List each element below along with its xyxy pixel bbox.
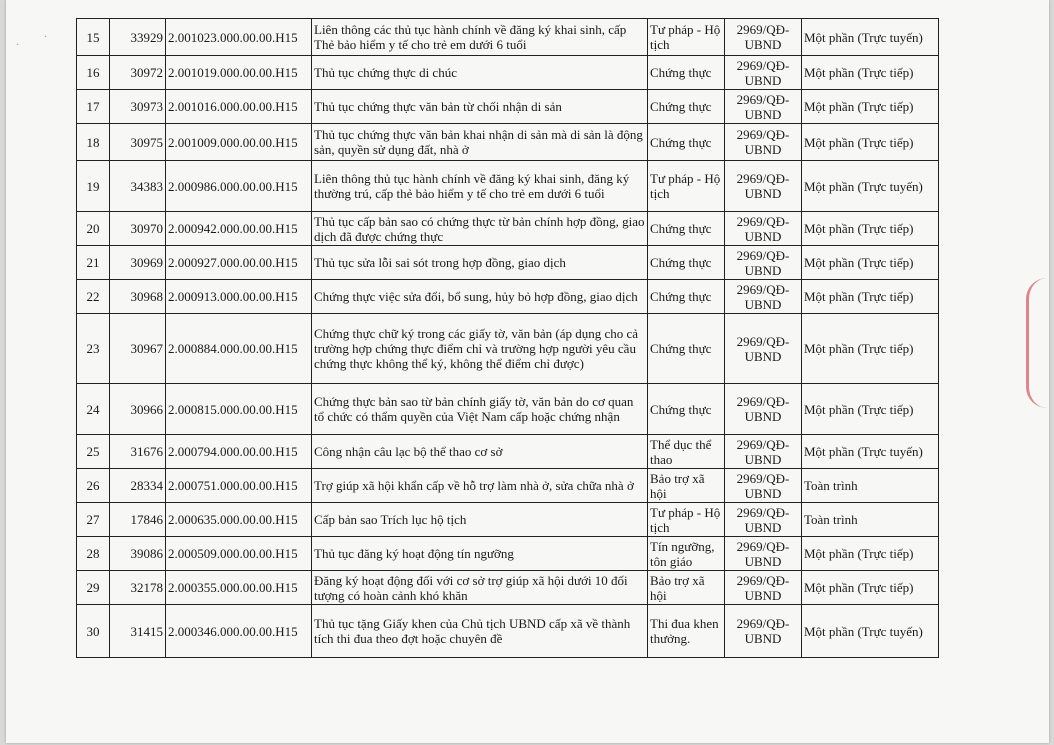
procedure-name: Liên thông các thủ tục hành chính về đăng ký khai sinh, cấp Thẻ bảo hiểm y tế cho trẻ em dưới 6 tuổi: [312, 19, 648, 56]
procedure-name: Chứng thực chữ ký trong các giấy tờ, văn bản (áp dụng cho cả trường hợp chứng thực điểm chỉ và trường hợp người yêu cầu chứng thực không thể ký, không thể điểm chỉ được): [312, 314, 648, 384]
procedure-name: Đăng ký hoạt động đối với cơ sở trợ giúp xã hội dưới 10 đối tượng có hoàn cảnh khó khăn: [312, 571, 648, 605]
procedure-code: 2.000355.000.00.00.H15: [166, 571, 312, 605]
procedure-code: 2.001019.000.00.00.H15: [166, 56, 312, 90]
service-level: Một phần (Trực tiếp): [802, 246, 939, 280]
procedure-id: 30968: [110, 280, 166, 314]
decision-number: 2969/QĐ-UBND: [725, 571, 802, 605]
service-level: Toàn trình: [802, 503, 939, 537]
row-number: 21: [77, 246, 110, 280]
service-level: Toàn trình: [802, 469, 939, 503]
table-row: [77, 537, 939, 571]
procedure-field: Chứng thực: [648, 56, 725, 90]
scan-speck: ·: [44, 32, 48, 43]
service-level: Một phần (Trực tiếp): [802, 571, 939, 605]
procedure-field: Tư pháp - Hộ tịch: [648, 503, 725, 537]
procedure-field: Chứng thực: [648, 314, 725, 384]
decision-number: 2969/QĐ-UBND: [725, 435, 802, 469]
service-level: Một phần (Trực tiếp): [802, 90, 939, 124]
decision-number: 2969/QĐ-UBND: [725, 212, 802, 246]
procedure-name: Thủ tục chứng thực văn bản từ chối nhận di sản: [312, 90, 648, 124]
procedure-id: 30967: [110, 314, 166, 384]
row-number: 28: [77, 537, 110, 571]
row-number: 26: [77, 469, 110, 503]
service-level: Một phần (Trực tuyến): [802, 435, 939, 469]
row-number: 24: [77, 384, 110, 435]
table-row: [77, 90, 939, 124]
service-level: Một phần (Trực tiếp): [802, 212, 939, 246]
table-row: [77, 469, 939, 503]
procedure-name: Trợ giúp xã hội khẩn cấp về hỗ trợ làm nhà ở, sửa chữa nhà ở: [312, 469, 648, 503]
procedure-code: 2.001009.000.00.00.H15: [166, 124, 312, 161]
procedure-name: Thủ tục đăng ký hoạt động tín ngưỡng: [312, 537, 648, 571]
procedure-code: 2.000794.000.00.00.H15: [166, 435, 312, 469]
procedure-id: 34383: [110, 161, 166, 212]
decision-number: 2969/QĐ-UBND: [725, 537, 802, 571]
procedure-field: Chứng thực: [648, 280, 725, 314]
procedure-code: 2.001023.000.00.00.H15: [166, 19, 312, 56]
procedure-id: 39086: [110, 537, 166, 571]
row-number: 23: [77, 314, 110, 384]
service-level: Một phần (Trực tuyến): [802, 19, 939, 56]
scan-speck: ·: [16, 40, 20, 51]
procedure-field: Chứng thực: [648, 384, 725, 435]
row-number: 29: [77, 571, 110, 605]
procedure-code: 2.000346.000.00.00.H15: [166, 605, 312, 658]
procedure-code: 2.000884.000.00.00.H15: [166, 314, 312, 384]
procedure-field: Tín ngưỡng, tôn giáo: [648, 537, 725, 571]
decision-number: 2969/QĐ-UBND: [725, 503, 802, 537]
table-row: [77, 571, 939, 605]
service-level: Một phần (Trực tuyến): [802, 605, 939, 658]
procedure-name: Thủ tục chứng thực văn bản khai nhận di sản mà di sản là động sản, quyền sử dụng đất, nhà ở: [312, 124, 648, 161]
procedure-name: Cấp bản sao Trích lục hộ tịch: [312, 503, 648, 537]
decision-number: 2969/QĐ-UBND: [725, 19, 802, 56]
table-row: [77, 435, 939, 469]
procedure-field: Bảo trợ xã hội: [648, 469, 725, 503]
row-number: 15: [77, 19, 110, 56]
procedure-name: Chứng thực việc sửa đổi, bổ sung, hủy bỏ hợp đồng, giao dịch: [312, 280, 648, 314]
procedure-code: 2.000815.000.00.00.H15: [166, 384, 312, 435]
procedure-field: Tư pháp - Hộ tịch: [648, 19, 725, 56]
procedure-field: Chứng thực: [648, 246, 725, 280]
procedure-name: Liên thông thủ tục hành chính về đăng ký khai sinh, đăng ký thường trú, cấp thẻ bảo hiểm y tế cho trẻ em dưới 6 tuổi: [312, 161, 648, 212]
procedure-code: 2.000986.000.00.00.H15: [166, 161, 312, 212]
procedure-name: Thủ tục sửa lỗi sai sót trong hợp đồng, giao dịch: [312, 246, 648, 280]
procedure-code: 2.000913.000.00.00.H15: [166, 280, 312, 314]
procedure-id: 28334: [110, 469, 166, 503]
procedure-code: 2.000751.000.00.00.H15: [166, 469, 312, 503]
procedure-field: Thể dục thể thao: [648, 435, 725, 469]
procedure-name: Thủ tục tặng Giấy khen của Chủ tịch UBND cấp xã về thành tích thi đua theo đợt hoặc chuyên đề: [312, 605, 648, 658]
table-row: [77, 605, 939, 658]
decision-number: 2969/QĐ-UBND: [725, 246, 802, 280]
service-level: Một phần (Trực tuyến): [802, 161, 939, 212]
service-level: Một phần (Trực tiếp): [802, 314, 939, 384]
procedure-field: Bảo trợ xã hội: [648, 571, 725, 605]
table-row: [77, 212, 939, 246]
service-level: Một phần (Trực tiếp): [802, 124, 939, 161]
table-row: [77, 503, 939, 537]
procedures-table: [76, 18, 939, 658]
decision-number: 2969/QĐ-UBND: [725, 469, 802, 503]
row-number: 25: [77, 435, 110, 469]
procedure-field: Chứng thực: [648, 124, 725, 161]
procedure-code: 2.000927.000.00.00.H15: [166, 246, 312, 280]
procedure-field: Thi đua khen thưởng.: [648, 605, 725, 658]
procedure-name: Chứng thực bản sao từ bản chính giấy tờ, văn bản do cơ quan tổ chức có thẩm quyền của Việt Nam cấp hoặc chứng nhận: [312, 384, 648, 435]
procedure-field: Chứng thực: [648, 90, 725, 124]
procedure-id: 31415: [110, 605, 166, 658]
decision-number: 2969/QĐ-UBND: [725, 280, 802, 314]
row-number: 18: [77, 124, 110, 161]
row-number: 30: [77, 605, 110, 658]
procedure-id: 30966: [110, 384, 166, 435]
table-row: [77, 56, 939, 90]
decision-number: 2969/QĐ-UBND: [725, 314, 802, 384]
service-level: Một phần (Trực tiếp): [802, 280, 939, 314]
table-row: [77, 161, 939, 212]
procedure-id: 30975: [110, 124, 166, 161]
service-level: Một phần (Trực tiếp): [802, 537, 939, 571]
row-number: 19: [77, 161, 110, 212]
procedure-name: Công nhận câu lạc bộ thể thao cơ sở: [312, 435, 648, 469]
row-number: 22: [77, 280, 110, 314]
procedure-code: 2.001016.000.00.00.H15: [166, 90, 312, 124]
decision-number: 2969/QĐ-UBND: [725, 384, 802, 435]
procedure-id: 32178: [110, 571, 166, 605]
table-row: [77, 384, 939, 435]
decision-number: 2969/QĐ-UBND: [725, 124, 802, 161]
procedure-id: 30970: [110, 212, 166, 246]
procedure-code: 2.000635.000.00.00.H15: [166, 503, 312, 537]
procedure-id: 17846: [110, 503, 166, 537]
procedure-field: Tư pháp - Hộ tịch: [648, 161, 725, 212]
table-row: [77, 19, 939, 56]
table-row: [77, 314, 939, 384]
procedure-id: 30973: [110, 90, 166, 124]
procedure-id: 30969: [110, 246, 166, 280]
service-level: Một phần (Trực tiếp): [802, 384, 939, 435]
table-row: [77, 280, 939, 314]
decision-number: 2969/QĐ-UBND: [725, 90, 802, 124]
decision-number: 2969/QĐ-UBND: [725, 56, 802, 90]
procedure-id: 31676: [110, 435, 166, 469]
row-number: 27: [77, 503, 110, 537]
row-number: 20: [77, 212, 110, 246]
decision-number: 2969/QĐ-UBND: [725, 605, 802, 658]
red-seal-fragment: [1026, 278, 1047, 408]
procedure-name: Thủ tục cấp bản sao có chứng thực từ bản chính hợp đồng, giao dịch đã được chứng thực: [312, 212, 648, 246]
decision-number: 2969/QĐ-UBND: [725, 161, 802, 212]
procedure-name: Thủ tục chứng thực di chúc: [312, 56, 648, 90]
row-number: 17: [77, 90, 110, 124]
service-level: Một phần (Trực tiếp): [802, 56, 939, 90]
table-row: [77, 124, 939, 161]
procedure-code: 2.000942.000.00.00.H15: [166, 212, 312, 246]
procedure-code: 2.000509.000.00.00.H15: [166, 537, 312, 571]
procedure-field: Chứng thực: [648, 212, 725, 246]
procedure-id: 33929: [110, 19, 166, 56]
row-number: 16: [77, 56, 110, 90]
procedure-id: 30972: [110, 56, 166, 90]
table-row: [77, 246, 939, 280]
